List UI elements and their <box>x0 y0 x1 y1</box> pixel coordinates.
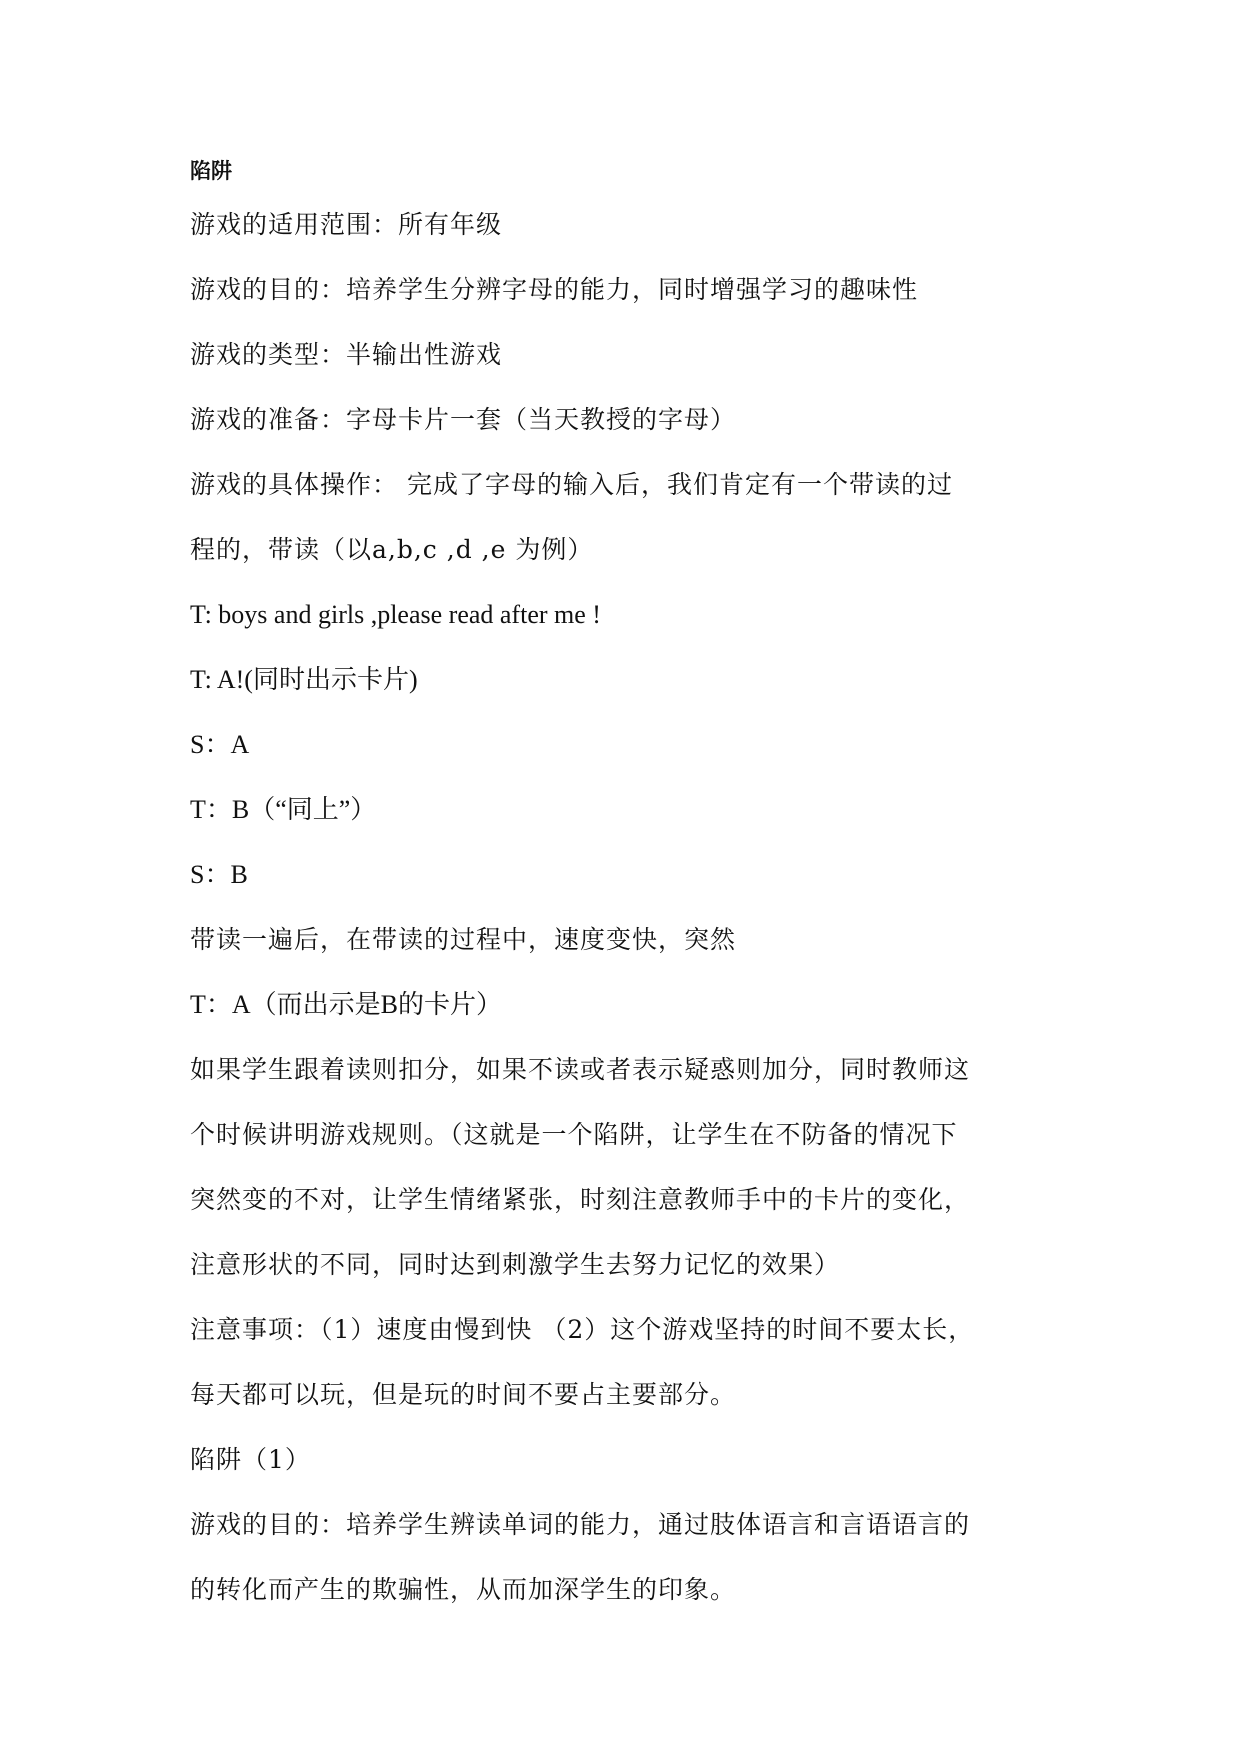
text-line: 注意形状的不同，同时达到刺激学生去努力记忆的效果） <box>190 1250 841 1279</box>
text-line: 如果学生跟着读则扣分，如果不读或者表示疑惑则加分，同时教师这 <box>190 1055 971 1084</box>
text-line: 程的，带读（以a,b,c ,d ,e 为例） <box>190 535 594 564</box>
text-line: 游戏的具体操作： 完成了字母的输入后，我们肯定有一个带读的过 <box>190 470 953 499</box>
dialogue-line: T：A（而出示是B的卡片） <box>190 990 503 1019</box>
dialogue-line: T：B（“同上”） <box>190 795 377 824</box>
text-line: 游戏的目的：培养学生辨读单词的能力，通过肢体语言和言语语言的 <box>190 1510 971 1539</box>
dialogue-line: T: A!(同时出示卡片) <box>190 665 418 694</box>
section-heading: 陷阱（1） <box>190 1445 311 1474</box>
document-body <box>190 150 1070 1622</box>
document-title: 陷阱 <box>190 158 232 183</box>
text-line: 游戏的目的：培养学生分辨字母的能力，同时增强学习的趣味性 <box>190 275 919 304</box>
text-line: 游戏的类型：半输出性游戏 <box>190 340 503 369</box>
text-line: 的转化而产生的欺骗性，从而加深学生的印象。 <box>190 1575 737 1604</box>
text-line: 游戏的准备：字母卡片一套（当天教授的字母） <box>190 405 737 434</box>
dialogue-line: S：B <box>190 860 248 889</box>
text-line: 带读一遍后，在带读的过程中，速度变快，突然 <box>190 925 737 954</box>
text-line: 每天都可以玩，但是玩的时间不要占主要部分。 <box>190 1380 737 1409</box>
text-line: 突然变的不对，让学生情绪紧张，时刻注意教师手中的卡片的变化， <box>190 1185 971 1214</box>
text-line: 注意事项：（1）速度由慢到快 （2）这个游戏坚持的时间不要太长， <box>190 1315 975 1344</box>
text-line: 个时候讲明游戏规则。（这就是一个陷阱，让学生在不防备的情况下 <box>190 1120 958 1149</box>
dialogue-line: S：A <box>190 730 250 759</box>
text-line: 游戏的适用范围：所有年级 <box>190 210 503 239</box>
dialogue-line: T: boys and girls ,please read after me ! <box>190 600 601 629</box>
